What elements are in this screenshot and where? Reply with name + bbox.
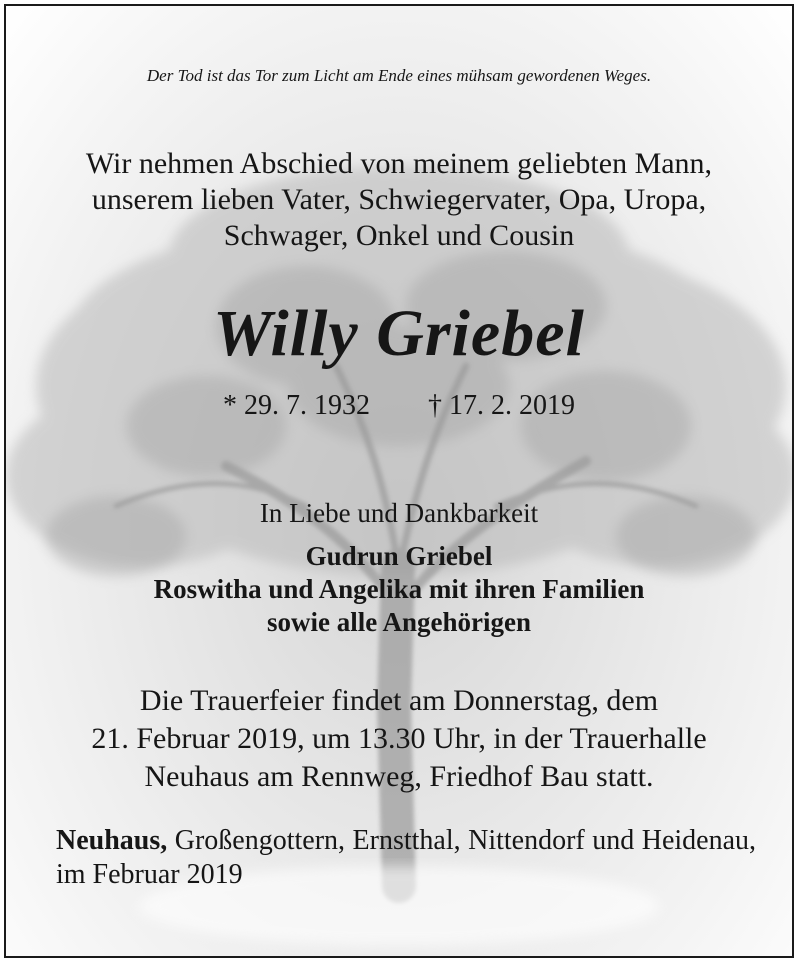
notice-text [6, 6, 792, 956]
death-date: † 17. 2. 2019 [428, 390, 575, 421]
mourner-line: Gudrun Griebel [305, 541, 493, 571]
deceased-name: Willy Griebel [213, 297, 585, 370]
ceremony-line: 21. Februar 2019, um 13.30 Uhr, in der Trauerhalle [91, 722, 707, 755]
motto-quote: Der Tod ist das Tor zum Licht am Ende eines mühsam gewordenen Weges. [146, 66, 652, 85]
obituary-notice [4, 4, 794, 958]
gratitude-line: In Liebe und Dankbarkeit [259, 498, 539, 528]
mourners-list [6, 540, 792, 639]
location-lead: Neuhaus, [56, 825, 168, 856]
intro-line: unserem lieben Vater, Schwiegervater, Opa, Uropa, [91, 183, 707, 216]
intro-text [6, 146, 792, 254]
ceremony-line: Die Trauerfeier findet am Donnerstag, dem [139, 684, 659, 717]
mourner-line: Roswitha und Angelika mit ihren Familien [153, 574, 645, 604]
birth-date: * 29. 7. 1932 [223, 390, 370, 421]
intro-line: Wir nehmen Abschied von meinem geliebten Mann, [85, 147, 713, 180]
mourner-line: sowie alle Angehörigen [267, 607, 531, 637]
life-dates [6, 390, 792, 422]
location-rest: Großengottern, Ernstthal, Nittendorf und Heidenau, im Februar 2019 [56, 825, 757, 890]
ceremony-line: Neuhaus am Rennweg, Friedhof Bau statt. [144, 760, 654, 793]
place-and-date [56, 824, 756, 892]
funeral-ceremony-info [6, 682, 792, 796]
intro-line: Schwager, Onkel und Cousin [223, 219, 575, 252]
